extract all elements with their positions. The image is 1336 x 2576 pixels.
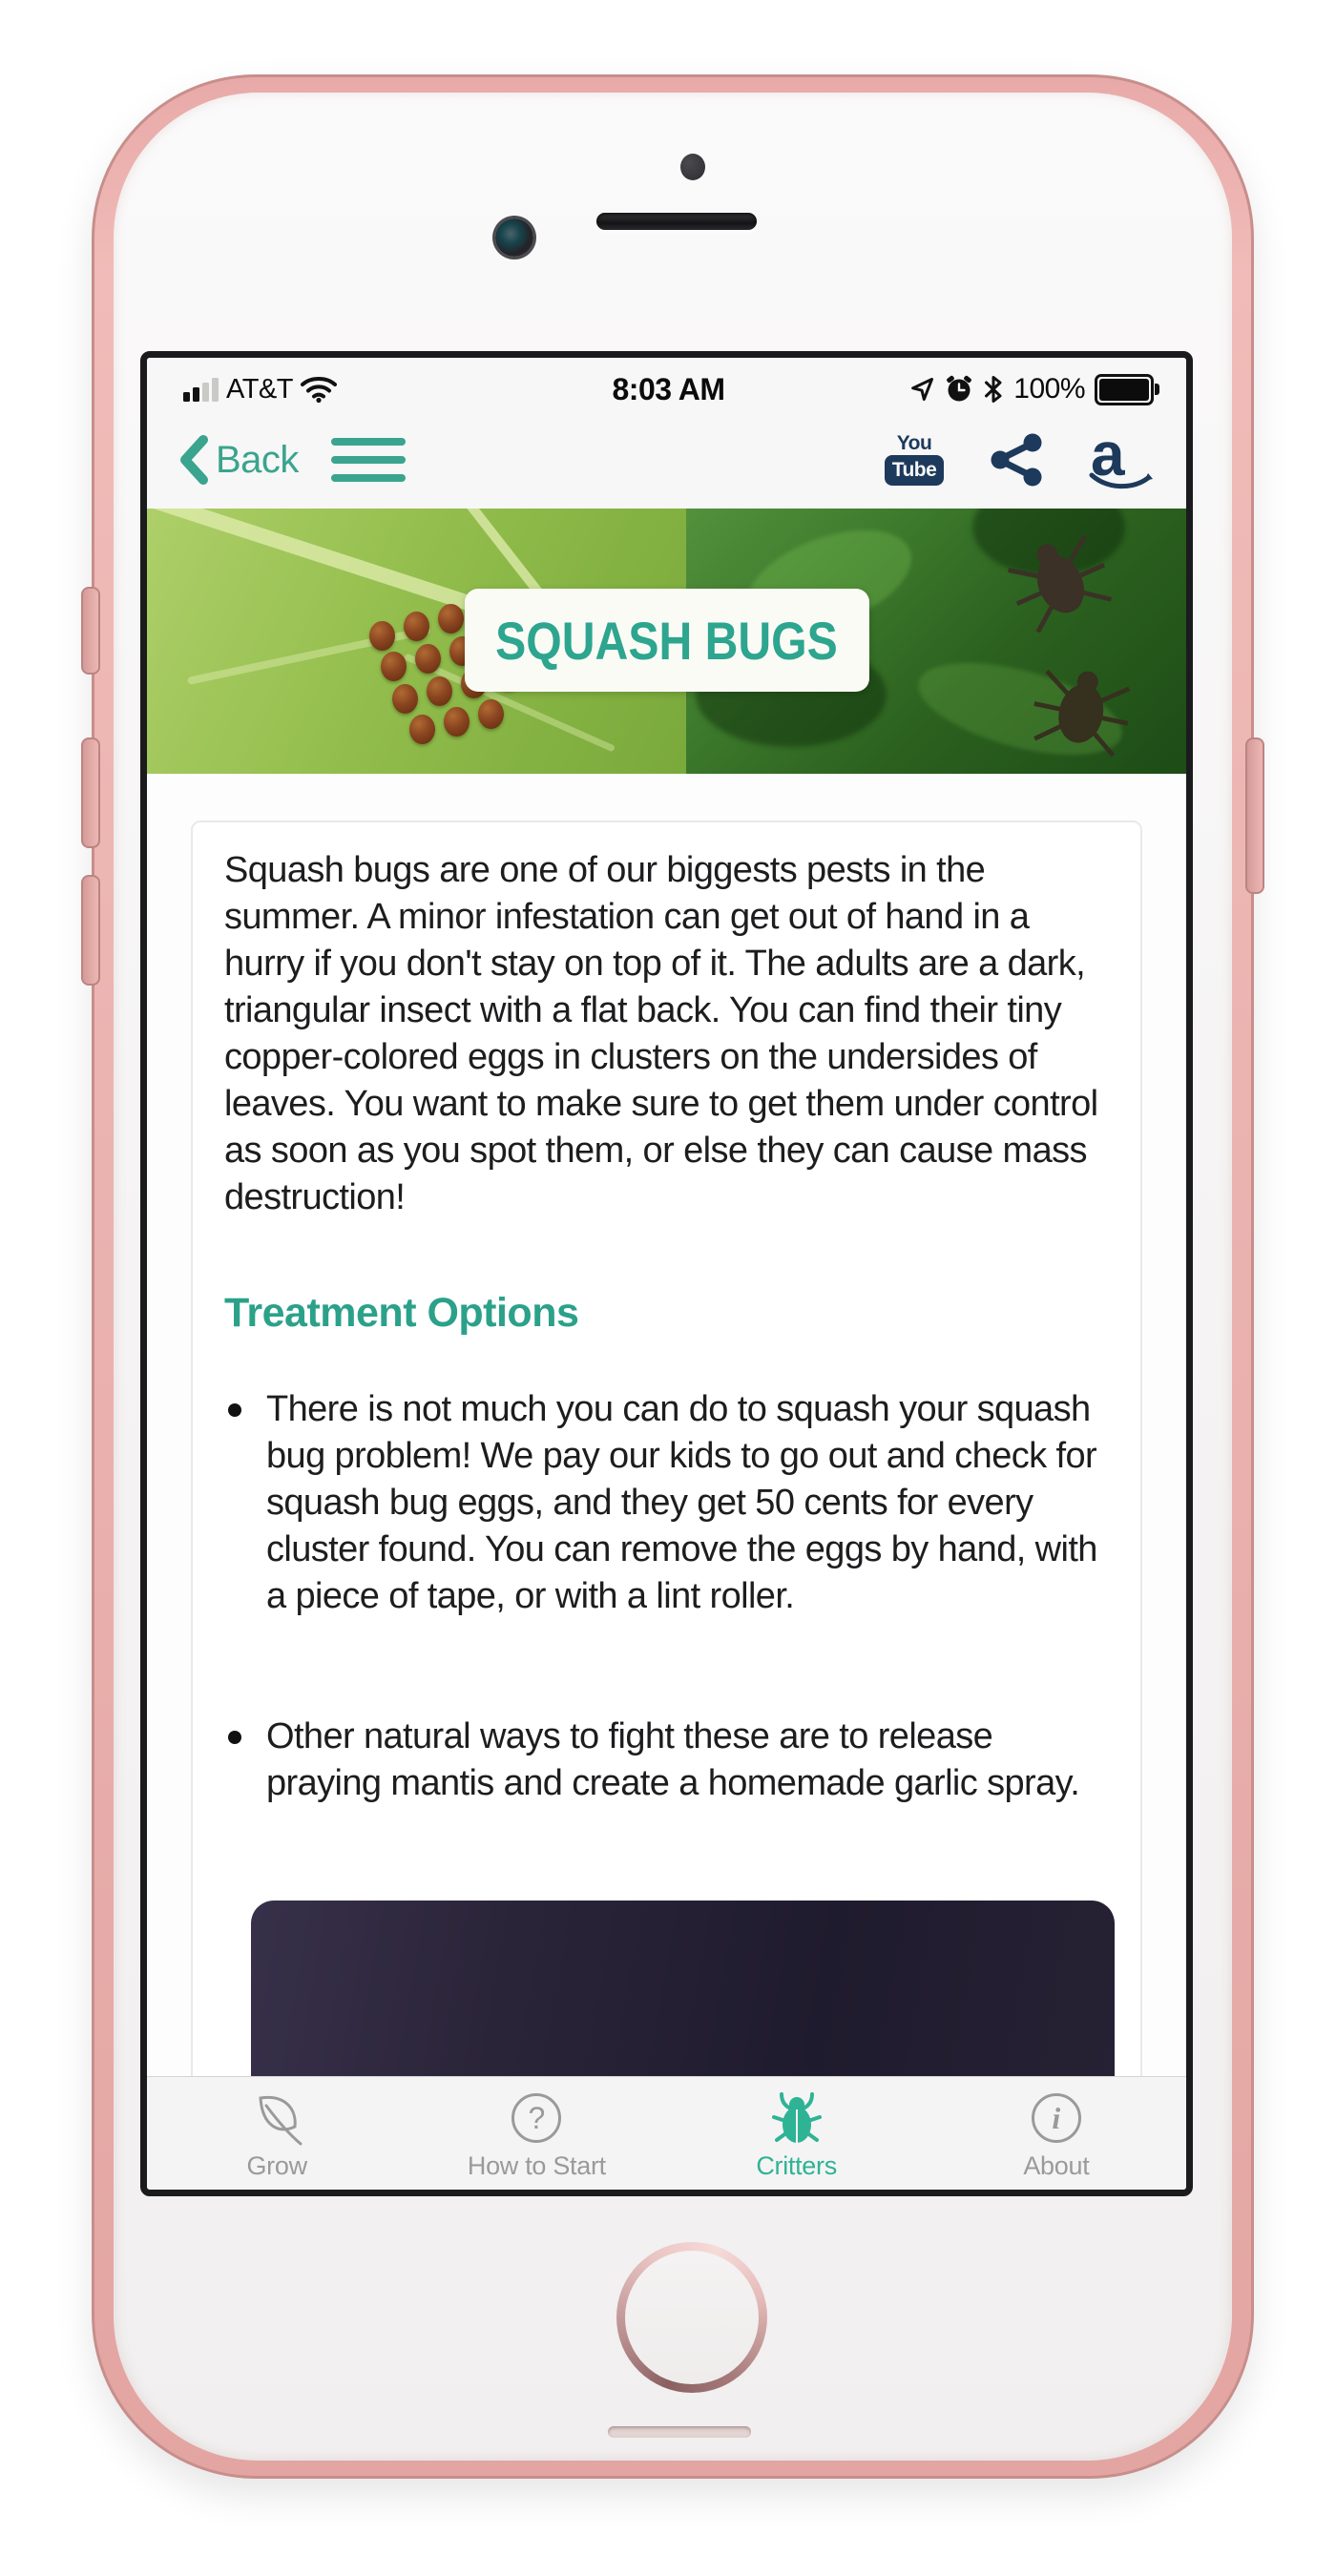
lightning-port [608,2426,751,2438]
leaf-icon [247,2088,306,2148]
battery-icon [1095,374,1154,405]
back-button[interactable] [179,435,299,485]
app-screen [140,351,1193,2196]
tab-how-to-start[interactable] [407,2077,666,2190]
carrier-label: AT&T [226,373,293,405]
bullet-item: Other natural ways to fight these are to release praying mantis and create a homemade garlic spray. [266,1714,1109,1807]
earpiece-speaker [596,213,757,230]
page-title: SQUASH BUGS [495,610,838,671]
wifi-icon [301,376,337,403]
bug-silhouette [1001,528,1116,633]
tab-label: Critters [756,2151,837,2180]
hamburger-menu-icon[interactable] [331,438,406,482]
question-circle-icon: ? [511,2093,561,2143]
tab-grow[interactable] [147,2077,407,2190]
front-camera [495,218,533,257]
back-chevron-icon [179,435,208,485]
status-bar [147,358,1186,417]
bug-icon [766,2088,827,2148]
back-label: Back [216,438,299,481]
tab-label: How to Start [467,2151,606,2180]
proximity-sensor-dot [680,154,705,180]
tab-label: Grow [246,2151,307,2180]
volume-down-button [81,875,100,986]
tab-critters[interactable] [667,2077,927,2190]
tab-label: About [1023,2151,1090,2180]
alarm-clock-icon [945,375,973,404]
bug-silhouette [1025,656,1139,761]
clock-time: 8:03 AM [612,371,725,406]
tab-about[interactable] [927,2077,1186,2190]
section-heading: Treatment Options [224,1290,579,1336]
mute-switch [81,587,100,675]
home-button[interactable] [616,2242,767,2393]
tab-bar [147,2076,1186,2190]
volume-up-button [81,737,100,848]
youtube-icon[interactable]: You Tube [885,434,944,486]
intro-paragraph: Squash bugs are one of our biggests pests in the summer. A minor infestation can get out of hand in a hurry if you don't stay on top of it. The adults are a dark, triangular insect with a flat back. You can find their tiny copper-colored eggs in clusters on the undersides of leaves. You want to make sure to get them under control as soon as you spot them, or else they can cause mass destruction! [224,850,1098,1217]
battery-percent-label: 100% [1013,373,1086,405]
bullet-item: There is not much you can do to squash your squash bug problem! We pay our kids to go out and check for squash bug eggs, and they get 50 cents for every cluster found. You can remove the eggs by hand, with a piece of tape, or with a lint roller. [266,1386,1109,1620]
signal-bars-icon [183,377,219,402]
bluetooth-icon [983,375,1004,404]
share-icon[interactable] [990,432,1045,488]
nav-bar [147,417,1186,509]
article-card [191,821,1142,2196]
info-circle-icon: i [1032,2093,1081,2143]
amazon-icon[interactable]: a [1091,430,1154,489]
header-image [147,509,1186,774]
location-icon [908,376,935,403]
page-title-banner [465,589,869,692]
treatment-bullet-list [224,1386,1109,1807]
power-button [1245,737,1264,894]
